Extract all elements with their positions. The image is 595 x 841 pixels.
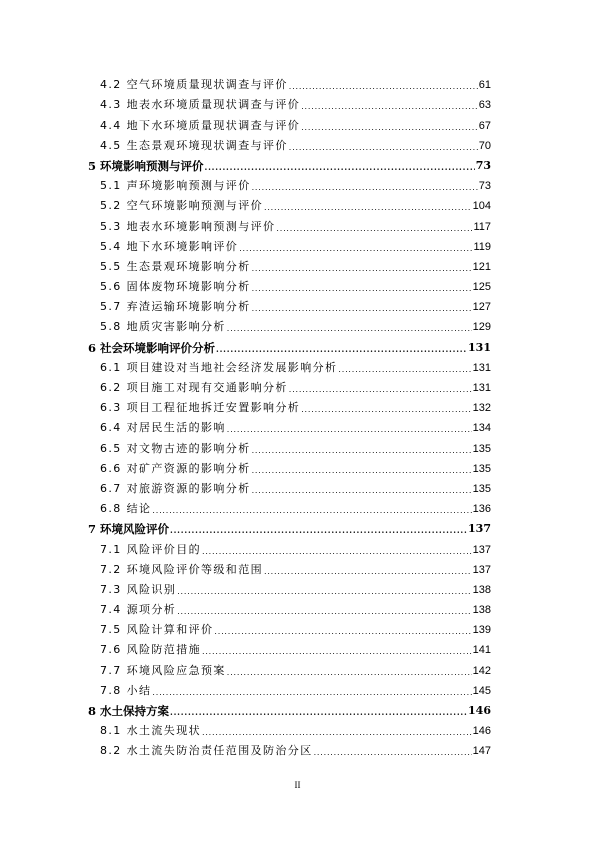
toc-section-entry[interactable] (88, 617, 491, 637)
toc-entry-page-number: 129 (472, 321, 491, 334)
dot-leader (301, 101, 478, 112)
toc-section-entry[interactable] (88, 294, 491, 314)
toc-entry-title: 5.2 空气环境影响预测与评价 (100, 199, 263, 213)
dot-leader (301, 122, 478, 133)
toc-entry-title: 4.5 生态景观环境现状调查与评价 (100, 138, 288, 152)
dot-leader (252, 182, 478, 193)
toc-section-entry[interactable] (88, 456, 491, 476)
toc-entry-page-number: 73 (478, 180, 491, 193)
toc-entry-title: 5.6 固体废物环境影响分析 (100, 280, 251, 294)
toc-section-entry[interactable] (88, 173, 491, 193)
dot-leader (338, 364, 471, 375)
toc-entry-page-number: 137 (472, 563, 491, 576)
toc-entry-page-number: 61 (478, 79, 491, 92)
dot-leader (252, 485, 472, 496)
toc-entry-title: 5 环境影响预测与评价 (88, 158, 204, 173)
toc-entry-title: 7.4 源项分析 (100, 603, 177, 617)
toc-section-entry[interactable] (88, 738, 491, 758)
toc-section-entry[interactable] (88, 92, 491, 112)
toc-entry-page-number: 145 (472, 684, 491, 697)
toc-section-entry[interactable] (88, 72, 491, 92)
toc-chapter-entry[interactable] (88, 334, 491, 354)
dot-leader (239, 243, 472, 254)
toc-entry-page-number: 131 (472, 382, 491, 394)
toc-entry-page-number: 119 (473, 240, 491, 253)
toc-entry-page-number: 135 (472, 462, 491, 475)
dot-leader (170, 707, 467, 718)
toc-entry-title: 7 环境风险评价 (88, 522, 170, 537)
toc-section-entry[interactable] (88, 637, 491, 657)
toc-section-entry[interactable] (88, 193, 491, 213)
dot-leader (216, 344, 467, 355)
toc-section-entry[interactable] (88, 536, 491, 556)
toc-entry-page-number: 146 (468, 704, 491, 717)
toc-entry-page-number: 146 (472, 725, 491, 738)
dot-leader (227, 667, 472, 678)
toc-entry-page-number: 104 (472, 200, 491, 213)
toc-entry-page-number: 131 (468, 340, 491, 354)
toc-section-entry[interactable] (88, 395, 491, 415)
toc-entry-title: 5.8 地质灾害影响分析 (100, 320, 226, 334)
page-number-footer: II (294, 780, 301, 790)
toc-entry-page-number: 70 (478, 139, 491, 152)
toc-entry-title: 7.2 环境风险评价等级和范围 (100, 562, 263, 576)
toc-chapter-entry[interactable] (88, 153, 491, 173)
toc-entry-page-number: 139 (472, 624, 491, 637)
toc-entry-page-number: 134 (472, 422, 491, 435)
toc-entry-page-number: 127 (472, 301, 491, 314)
dot-leader (227, 323, 472, 334)
toc-entry-title: 7.8 小结 (100, 683, 152, 697)
toc-entry-page-number: 142 (472, 664, 491, 677)
dot-leader (177, 586, 471, 597)
dot-leader (252, 445, 472, 456)
toc-entry-page-number: 121 (472, 260, 491, 273)
toc-section-entry[interactable] (88, 415, 491, 435)
toc-entry-page-number: 135 (472, 482, 491, 495)
dot-leader (289, 81, 478, 92)
toc-entry-page-number: 138 (472, 604, 491, 617)
dot-leader (252, 283, 472, 294)
toc-section-entry[interactable] (88, 476, 491, 496)
dot-leader (170, 525, 467, 536)
toc-entry-page-number: 135 (472, 442, 491, 455)
toc-entry-title: 8.1 水土流失现状 (100, 724, 201, 738)
toc-entry-page-number: 147 (472, 745, 491, 758)
toc-entry-title: 7.6 风险防范措施 (100, 643, 201, 657)
toc-entry-title: 8.2 水土流失防治责任范围及防治分区 (100, 744, 313, 758)
toc-entry-title: 6.8 结论 (100, 502, 152, 516)
dot-leader (177, 606, 471, 617)
toc-entry-title: 6.3 项目工程征地拆迁安置影响分析 (100, 401, 301, 415)
toc-entry-title: 4.4 地下水环境质量现状调查与评价 (100, 118, 301, 132)
toc-entry-title: 7.7 环境风险应急预案 (100, 663, 226, 677)
toc-entry-page-number: 141 (472, 644, 491, 657)
dot-leader (314, 747, 472, 758)
toc-section-entry[interactable] (88, 678, 491, 698)
dot-leader (202, 727, 472, 738)
dot-leader (152, 687, 471, 698)
dot-leader (289, 384, 472, 395)
dot-leader (264, 566, 472, 577)
table-of-contents (88, 72, 491, 758)
toc-entry-page-number: 137 (472, 543, 491, 556)
toc-section-entry[interactable] (88, 213, 491, 233)
toc-section-entry[interactable] (88, 496, 491, 516)
toc-section-entry[interactable] (88, 435, 491, 455)
dot-leader (276, 223, 472, 234)
toc-entry-title: 6.5 对文物古迹的影响分析 (100, 441, 251, 455)
dot-leader (205, 162, 475, 173)
toc-entry-title: 6 社会环境影响评价分析 (88, 340, 216, 355)
toc-entry-title: 6.4 对居民生活的影响 (100, 421, 226, 435)
toc-entry-page-number: 67 (478, 119, 491, 132)
dot-leader (252, 465, 472, 476)
dot-leader (264, 202, 472, 213)
toc-entry-title: 7.1 风险评价目的 (100, 542, 201, 556)
dot-leader (202, 646, 472, 657)
dot-leader (289, 142, 478, 153)
dot-leader (214, 626, 471, 637)
toc-entry-page-number: 125 (472, 281, 491, 294)
toc-entry-title: 4.2 空气环境质量现状调查与评价 (100, 78, 288, 92)
toc-section-entry[interactable] (88, 657, 491, 677)
toc-entry-title: 5.3 地表水环境影响预测与评价 (100, 219, 276, 233)
toc-entry-title: 6.1 项目建设对当地社会经济发展影响分析 (100, 360, 338, 374)
toc-entry-page-number: 136 (472, 503, 491, 516)
toc-section-entry[interactable] (88, 375, 491, 395)
toc-entry-title: 7.3 风险识别 (100, 582, 177, 596)
dot-leader (227, 424, 472, 435)
toc-chapter-entry[interactable] (88, 516, 491, 536)
toc-section-entry[interactable] (88, 718, 491, 738)
toc-section-entry[interactable] (88, 597, 491, 617)
toc-section-entry[interactable] (88, 133, 491, 153)
dot-leader (252, 263, 472, 274)
toc-entry-title: 8 水土保持方案 (88, 704, 170, 718)
toc-entry-page-number: 132 (472, 402, 491, 415)
toc-entry-title: 7.5 风险计算和评价 (100, 623, 214, 637)
toc-entry-page-number: 137 (468, 522, 491, 536)
toc-entry-page-number: 63 (478, 99, 491, 112)
toc-entry-page-number: 73 (475, 158, 491, 172)
dot-leader (252, 303, 472, 314)
dot-leader (152, 505, 471, 516)
toc-entry-page-number: 131 (472, 361, 491, 374)
toc-section-entry[interactable] (88, 274, 491, 294)
dot-leader (202, 546, 472, 557)
toc-section-entry[interactable] (88, 254, 491, 274)
toc-section-entry[interactable] (88, 557, 491, 577)
toc-entry-title: 6.2 项目施工对现有交通影响分析 (100, 381, 288, 394)
toc-entry-page-number: 117 (473, 220, 491, 233)
toc-entry-title: 6.7 对旅游资源的影响分析 (100, 481, 251, 495)
toc-entry-page-number: 138 (472, 583, 491, 596)
toc-entry-title: 5.7 弃渣运输环境影响分析 (100, 300, 251, 314)
toc-chapter-entry[interactable] (88, 698, 491, 718)
toc-entry-title: 6.6 对矿产资源的影响分析 (100, 461, 251, 475)
toc-section-entry[interactable] (88, 577, 491, 597)
toc-entry-title: 5.5 生态景观环境影响分析 (100, 259, 251, 273)
toc-section-entry[interactable] (88, 234, 491, 254)
toc-section-entry[interactable] (88, 112, 491, 132)
toc-entry-title: 4.3 地表水环境质量现状调查与评价 (100, 98, 301, 112)
toc-section-entry[interactable] (88, 355, 491, 375)
dot-leader (301, 404, 471, 415)
toc-entry-title: 5.4 地下水环境影响评价 (100, 239, 239, 253)
toc-entry-title: 5.1 声环境影响预测与评价 (100, 179, 251, 193)
toc-section-entry[interactable] (88, 314, 491, 334)
